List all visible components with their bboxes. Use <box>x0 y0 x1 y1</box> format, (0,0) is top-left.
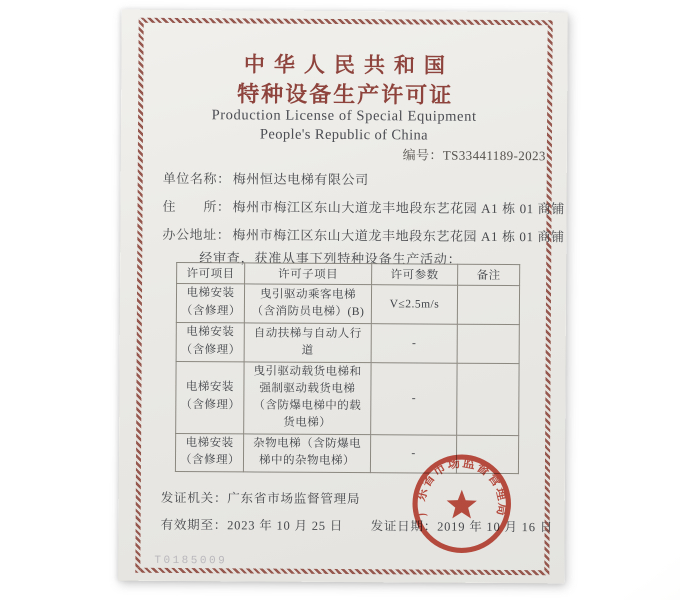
header-license-item: 许可项目 <box>177 262 245 283</box>
table-row <box>176 361 519 435</box>
row2-parameter: - <box>371 324 457 363</box>
title-en-line1: Production License of Special Equipment <box>211 107 477 125</box>
seal-text: 广东省市场监督管理局 <box>413 455 511 519</box>
row1-parameter: V≤2.5m/s <box>371 285 457 325</box>
field-unit-name-label: 单位名称： <box>162 170 231 187</box>
certificate-paper <box>118 10 567 584</box>
field-office-address-label: 办公地址： <box>162 226 231 243</box>
row1-item: 电梯安装 （含修理） <box>176 283 244 322</box>
certificate-number-value: TS33441189-2023 <box>442 147 546 164</box>
table-row <box>176 322 519 363</box>
issue-date-label: 发证日期： <box>370 519 438 534</box>
row4-parameter: - <box>370 434 456 473</box>
table-header-row <box>177 262 520 285</box>
row3-item: 电梯安装 （含修理） <box>176 361 244 433</box>
title-cn-line2: 特种设备生产许可证 <box>237 81 454 108</box>
certificate-number-label: 编号： <box>402 147 443 163</box>
issue-date-value: 2019 年 10 月 16 日 <box>437 519 554 535</box>
row2-remark <box>457 324 519 363</box>
field-residence-value: 梅州市梅江区东山大道龙丰地段东艺花园 A1 栋 01 商铺 <box>232 199 565 217</box>
issuing-authority-value: 广东省市场监督管理局 <box>227 491 361 507</box>
title-cn-line1: 中华人民共和国 <box>243 52 454 78</box>
field-unit-name-value: 梅州恒达电梯有限公司 <box>232 171 369 188</box>
issuing-authority-label: 发证机关： <box>160 490 228 506</box>
header-license-subitem: 许可子项目 <box>245 263 372 285</box>
row2-item: 电梯安装 （含修理） <box>176 322 244 361</box>
row3-parameter: - <box>371 362 457 435</box>
issuing-authority <box>161 488 361 507</box>
field-residence <box>162 196 564 217</box>
row3-remark <box>457 363 519 435</box>
license-table <box>175 262 520 474</box>
row4-item: 电梯安装 （含修理） <box>175 433 243 472</box>
row3-subitem: 曳引驱动载货电梯和强制驱动载货电梯（含防爆电梯中的载货电梯） <box>244 362 371 435</box>
official-seal <box>405 447 518 560</box>
table-row <box>176 283 519 324</box>
valid-until-label: 有效期至： <box>160 517 228 533</box>
row2-subitem: 自动扶梯与自动人行道 <box>244 323 371 362</box>
field-office-address <box>162 224 564 245</box>
star-icon <box>447 490 477 519</box>
certificate-number-line <box>403 144 546 164</box>
header-remark: 备注 <box>458 264 520 285</box>
field-residence-label: 住 所： <box>162 198 231 215</box>
valid-until-value: 2023 年 10 月 25 日 <box>227 518 344 534</box>
header-license-parameter: 许可参数 <box>372 264 458 286</box>
valid-until <box>161 515 344 534</box>
approval-note: 经审查，获准从事下列特种设备生产活动： <box>199 250 462 267</box>
title-en-line2: People's Republic of China <box>259 126 429 144</box>
field-unit-name <box>163 168 369 188</box>
row1-remark <box>457 285 519 324</box>
row1-subitem: 曳引驱动乘客电梯（含消防员电梯）(B) <box>244 284 371 324</box>
faint-serial-number: T0185009 <box>154 554 228 568</box>
row4-subitem: 杂物电梯（含防爆电梯中的杂物电梯） <box>243 434 370 473</box>
field-office-address-value: 梅州市梅江区东山大道龙丰地段东艺花园 A1 栋 01 商铺 <box>232 227 565 245</box>
